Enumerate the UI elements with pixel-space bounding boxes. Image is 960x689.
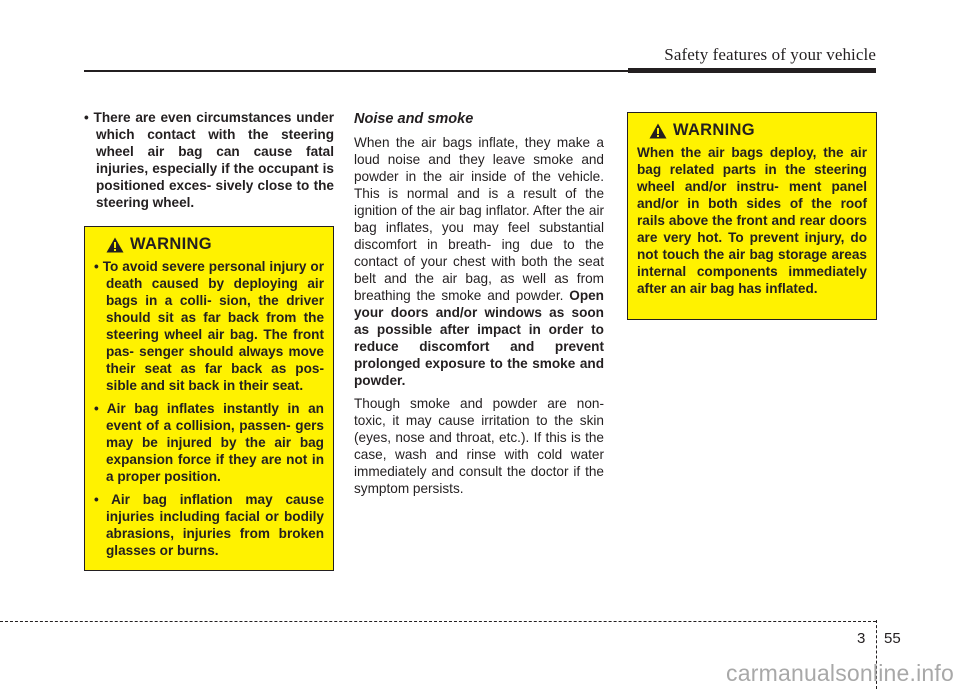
warning-triangle-icon bbox=[649, 123, 667, 139]
body-text-bold: Open your doors and/or windows as soon as possible after impact in order to reduce discomfort and prevent prolonged exposure to the smoke and powder. bbox=[354, 288, 604, 388]
chapter-number: 3 bbox=[857, 630, 866, 647]
body-paragraph-1 bbox=[354, 134, 604, 389]
header-title: Safety features of your vehicle bbox=[664, 45, 876, 64]
warning-title: WARNING bbox=[130, 235, 212, 253]
column-3 bbox=[627, 112, 877, 320]
warning-box-2 bbox=[627, 112, 877, 320]
bullet-paragraph: • There are even circumstances under which contact with the steering wheel air bag can cause fatal injuries, especially if the occupant is positioned exces- sively close to the steering wheel. bbox=[84, 110, 334, 210]
header-rule-thick bbox=[628, 68, 876, 73]
warning-triangle-icon bbox=[106, 237, 124, 253]
warning-item: • To avoid severe personal injury or death caused by deploying air bags in a colli- sion, the driver should sit as far back from the steering wheel air bag. The front pas- senger should always move their seat as far back as pos- sible and sit back in their seat. bbox=[94, 259, 324, 393]
warning-item: • Air bag inflates instantly in an event of a collision, passen- gers may be injured by the air bag expansion force if they are not in a proper position. bbox=[94, 401, 324, 484]
section-heading: Noise and smoke bbox=[354, 111, 474, 127]
warning-header bbox=[649, 121, 867, 140]
footer-rule bbox=[0, 621, 876, 622]
body-paragraph-2: Though smoke and powder are non- toxic, it may cause irritation to the skin (eyes, nose and throat, etc.). If this is the case, wash and rinse with cold water immediately and consult the doctor if the symptom persists. bbox=[354, 396, 604, 496]
body-text-normal: When the air bags inflate, they make a loud noise and they leave smoke and powder in the air inside of the vehicle. This is normal and is a result of the ignition of the air bag inflator. After the air bag inflates, you may feel substantial discomfort in breath- ing due to the contact of your chest with both the seat belt and the air bag, as well as from breathing the smoke and powder. bbox=[354, 135, 604, 303]
warning-box-1 bbox=[84, 226, 334, 571]
warning-title: WARNING bbox=[673, 121, 755, 139]
warning-item: • Air bag inflation may cause injuries including facial or bodily abrasions, injuries from broken glasses or burns. bbox=[94, 492, 324, 558]
column-1 bbox=[84, 109, 334, 211]
warning-list bbox=[94, 258, 324, 559]
warning-header bbox=[106, 235, 324, 254]
page-number: 55 bbox=[884, 630, 901, 647]
column-2 bbox=[354, 109, 604, 503]
warning-text: When the air bags deploy, the air bag related parts in the steering wheel and/or instru- ment panel and/or in both sides of the roof rails above the front and rear doors are very hot. To prevent injury, do not touch the air bag storage areas internal components immediately after an air bag has inflated. bbox=[637, 145, 867, 296]
watermark: carmanualsonline.info bbox=[726, 660, 954, 686]
